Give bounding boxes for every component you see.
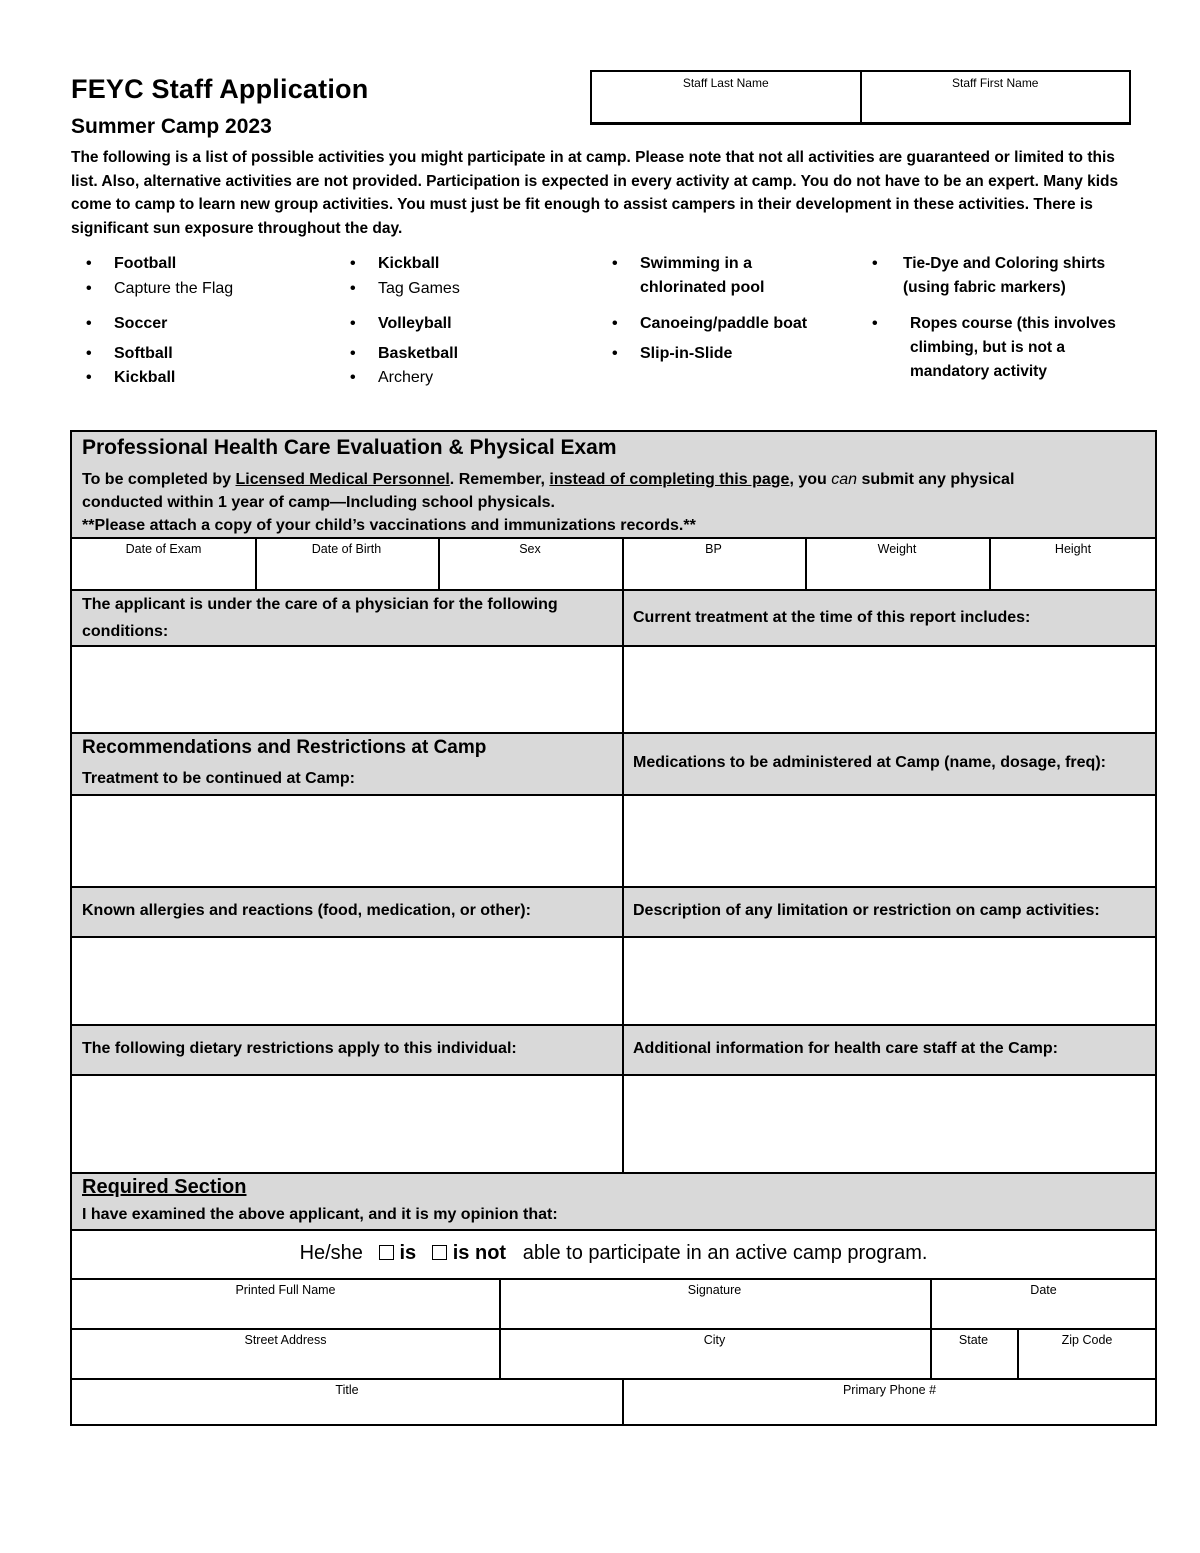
date-of-birth-field[interactable]: Date of Birth	[311, 542, 382, 556]
height-field[interactable]: Height	[1054, 542, 1092, 556]
allergies-label: Known allergies and reactions (food, medication, or other):	[82, 902, 531, 919]
date-of-exam-field[interactable]: Date of Exam	[125, 542, 202, 556]
required-section-heading: Required Section	[82, 1176, 247, 1198]
staff-first-name-field[interactable]	[860, 72, 1130, 122]
page-title: FEYC Staff Application	[71, 74, 369, 104]
street-address-field[interactable]: Street Address	[244, 1333, 327, 1347]
care-header-row	[72, 589, 1155, 645]
page-subtitle: Summer Camp 2023	[71, 115, 272, 138]
city-field[interactable]: City	[703, 1333, 726, 1347]
limitations-input[interactable]	[624, 938, 1155, 1024]
address-row	[72, 1328, 1155, 1378]
signature-field[interactable]: Signature	[687, 1283, 742, 1297]
dietary-label: The following dietary restrictions apply to this individual:	[82, 1040, 517, 1057]
health-form	[70, 430, 1157, 1426]
under-care-input[interactable]	[72, 647, 622, 732]
recommendations-heading: Recommendations and Restrictions at Camp	[82, 737, 487, 758]
additional-info-input[interactable]	[624, 1076, 1155, 1172]
staff-first-name-label: Staff First Name	[952, 76, 1039, 90]
allergies-header-row	[72, 886, 1155, 936]
required-statement: I have examined the above applicant, and it is my opinion that:	[82, 1206, 558, 1223]
date-field[interactable]: Date	[1030, 1283, 1057, 1297]
opinion-line: He/she is is not able to participate in an active camp program.	[299, 1242, 928, 1264]
staff-name-box	[590, 70, 1131, 125]
treatment-continued-input[interactable]	[72, 796, 622, 886]
staff-last-name-field[interactable]	[592, 72, 860, 122]
zip-code-field[interactable]: Zip Code	[1061, 1333, 1113, 1347]
weight-field[interactable]: Weight	[877, 542, 917, 556]
dietary-input[interactable]	[72, 1076, 622, 1172]
sex-field[interactable]: Sex	[519, 542, 541, 556]
dietary-header-row	[72, 1024, 1155, 1074]
exam-instructions: To be completed by Licensed Medical Personnel. Remember, instead of completing this page, you can submit any physical conducted within 1 year of camp—Including school physicals. **Please attach a copy of your child’s vaccinations and immunizations records.**	[82, 471, 1015, 534]
dietary-entry-row	[72, 1074, 1155, 1172]
allergies-input[interactable]	[72, 938, 622, 1024]
state-field[interactable]: State	[958, 1333, 989, 1347]
under-care-label: The applicant is under the care of a physician for the following conditions:	[82, 596, 558, 640]
required-section-header	[72, 1172, 1155, 1229]
recommendations-header-row	[72, 732, 1155, 794]
opinion-row	[72, 1229, 1155, 1278]
current-treatment-label: Current treatment at the time of this report includes:	[633, 609, 1031, 626]
exam-header	[72, 432, 1155, 539]
allergies-entry-row	[72, 936, 1155, 1024]
printed-name-field[interactable]: Printed Full Name	[235, 1283, 336, 1297]
intro-paragraph: The following is a list of possible activities you might participate in at camp. Please note that not all activities are guaranteed or limited to this list. Also, alternative activities are not provided. Participation is expected in every activity at camp. You do not have to be an expert. Many kids come to camp to learn new group activities. You must just be fit enough to assist campers in their development in these activities. There is significant sun exposure throughout the day.	[71, 149, 1119, 237]
limitations-label: Description of any limitation or restriction on camp activities:	[633, 902, 1100, 919]
title-field[interactable]: Title	[335, 1383, 359, 1397]
bp-field[interactable]: BP	[705, 542, 722, 556]
treatment-continued-label: Treatment to be continued at Camp:	[82, 770, 355, 787]
recommendations-entry-row	[72, 794, 1155, 886]
is-not-checkbox[interactable]	[432, 1245, 447, 1260]
exam-fields-row	[72, 537, 1155, 589]
is-checkbox[interactable]	[379, 1245, 394, 1260]
staff-last-name-label: Staff Last Name	[682, 76, 769, 90]
current-treatment-input[interactable]	[624, 647, 1155, 732]
additional-info-label: Additional information for health care staff at the Camp:	[633, 1040, 1058, 1057]
primary-phone-field[interactable]: Primary Phone #	[842, 1383, 937, 1397]
title-phone-row	[72, 1378, 1155, 1426]
care-entry-row	[72, 645, 1155, 732]
exam-heading: Professional Health Care Evaluation & Physical Exam	[82, 436, 617, 459]
medications-label: Medications to be administered at Camp (name, dosage, freq):	[633, 754, 1106, 771]
signature-row	[72, 1278, 1155, 1328]
medications-input[interactable]	[624, 796, 1155, 886]
